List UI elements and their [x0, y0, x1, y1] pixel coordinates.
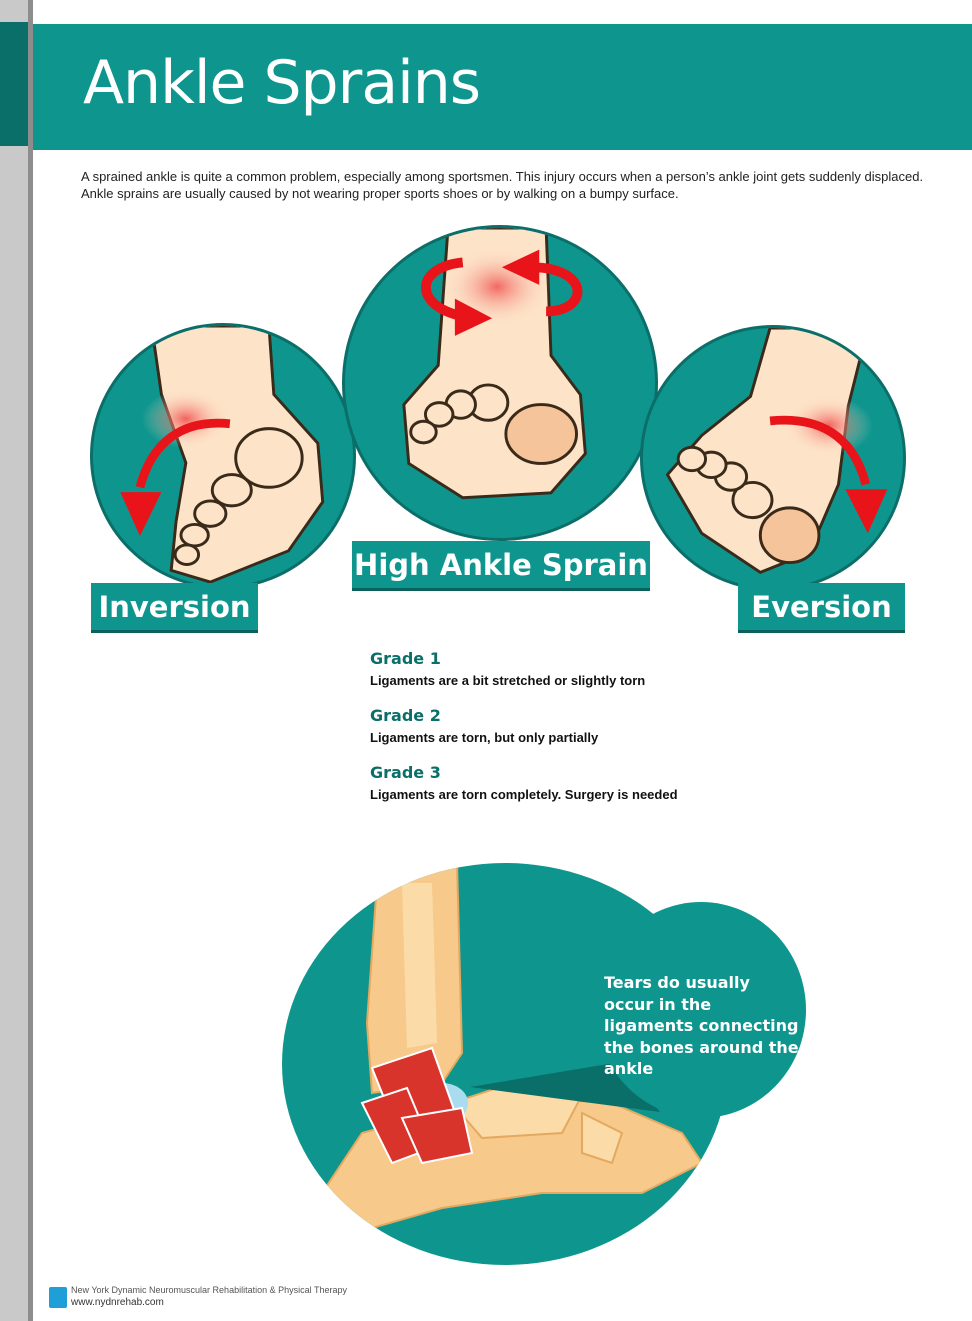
- eversion-illustration: [640, 325, 906, 591]
- grade-item: [370, 648, 790, 690]
- left-sidebar-bar: [0, 0, 28, 1321]
- page-title: Ankle Sprains: [83, 48, 481, 118]
- inversion-illustration: [90, 323, 356, 589]
- eversion-label: Eversion: [738, 583, 905, 633]
- inversion-foot-icon: [93, 326, 353, 586]
- high-ankle-sprain-label: High Ankle Sprain: [352, 541, 650, 591]
- footer-organization: New York Dynamic Neuromuscular Rehabilitation & Physical Therapy: [71, 1285, 347, 1295]
- grade-title: Grade 1: [370, 649, 441, 668]
- high-ankle-illustration: [342, 225, 658, 541]
- header-banner: [33, 24, 972, 150]
- grade-description: Ligaments are a bit stretched or slightly torn: [370, 673, 646, 688]
- intro-paragraph: A sprained ankle is quite a common problem, especially among sportsmen. This injury occurs when a person’s ankle joint gets suddenly displaced. Ankle sprains are usually caused by not wearing proper sports shoes or by walking on a bumpy surface.: [81, 169, 924, 201]
- grade-item: [370, 705, 790, 747]
- left-rule: [28, 0, 33, 1321]
- grade-description: Ligaments are torn completely. Surgery is needed: [370, 787, 678, 802]
- grade-title: Grade 2: [370, 706, 441, 725]
- inversion-label: Inversion: [91, 583, 258, 633]
- grades-list: [370, 648, 790, 819]
- callout-text: Tears do usually occur in the ligaments connecting the bones around the ankle: [604, 973, 799, 1078]
- grade-title: Grade 3: [370, 763, 441, 782]
- logo-icon: [49, 1287, 67, 1308]
- high-ankle-foot-icon: [345, 228, 655, 538]
- eversion-foot-icon: [643, 328, 903, 588]
- grade-description: Ligaments are torn, but only partially: [370, 730, 599, 745]
- footer-url[interactable]: www.nydnrehab.com: [71, 1297, 164, 1308]
- left-sidebar-accent: [0, 22, 28, 146]
- grade-item: [370, 762, 790, 804]
